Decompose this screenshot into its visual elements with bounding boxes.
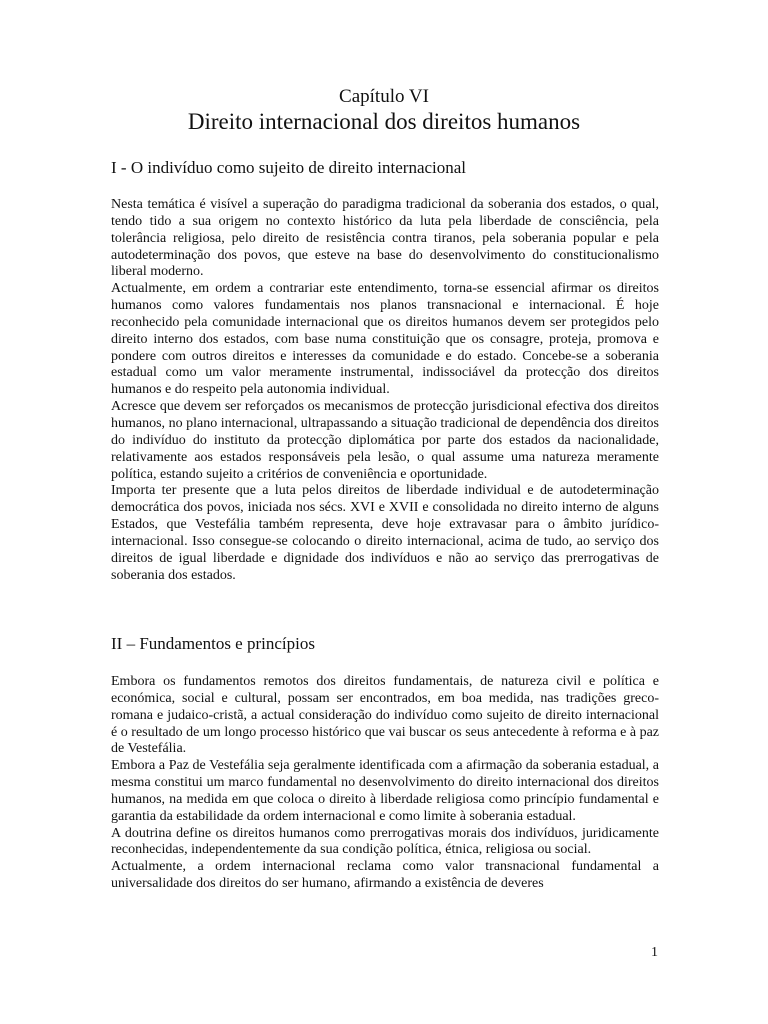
paragraph: Actualmente, a ordem internacional reclama como valor transnacional fundamental a universalidade dos direitos do ser humano, afirmando a existência de deveres — [111, 859, 659, 892]
paragraph: Embora os fundamentos remotos dos direitos fundamentais, de natureza civil e política e económica, social e cultural, possam ser encontrados, em boa medida, nas tradições greco-romana e judaico-cristã, a actual consideração do indivíduo como sujeito de direito internacional é o resultado de um longo processo histórico que vai buscar os seus antecedente à reforma e à paz de Vestefália. — [111, 674, 659, 757]
page-number: 1 — [651, 945, 658, 960]
chapter-title: Direito internacional dos direitos humanos — [187, 109, 581, 134]
section-heading: I - O indivíduo como sujeito de direito internacional — [111, 158, 467, 177]
paragraph: Acresce que devem ser reforçados os mecanismos de protecção jurisdicional efectiva dos direitos humanos, no plano internacional, ultrapassando a situação tradicional de dependência dos direitos do indivíduo do instituto da protecção diplomática por parte dos estados da nacionalidade, relativamente aos estados responsáveis pela lesão, o qual assume uma natureza meramente política, estando sujeito a critérios de conveniência e oportunidade. — [111, 399, 659, 482]
paragraph: Embora a Paz de Vestefália seja geralmente identificada com a afirmação da soberania estadual, a mesma constitui um marco fundamental no desenvolvimento do direito internacional dos direitos humanos, na medida em que coloca o direito à liberdade religiosa como princípio fundamental e garantia da estabilidade da ordem internacional e como limite à soberania estadual. — [111, 758, 659, 824]
paragraph: Actualmente, em ordem a contrariar este entendimento, torna-se essencial afirmar os direitos humanos como valores fundamentais nos planos transnacional e internacional. É hoje reconhecido pela comunidade internacional que os direitos humanos devem ser protegidos pelo direito interno dos estados, com base numa constituição que os consagre, proteja, promova e pondere com outros direitos e interesses da comunidade e do estado. Concebe-se a soberania estadual como um valor meramente instrumental, indissociável da protecção dos direitos humanos e do respeito pela autonomia individual. — [111, 281, 659, 398]
section-body — [111, 197, 659, 584]
paragraph: Importa ter presente que a luta pelos direitos de liberdade individual e de autodeterminação democrática dos povos, iniciada nos sécs. XVI e XVII e consolidada no direito interno de alguns Estados, que Vestefália também representa, deve hoje extravasar para o âmbito jurídico-internacional. Isso consegue-se colocando o direito internacional, acima de tudo, ao serviço dos direitos de igual liberdade e dignidade dos indivíduos e não ao serviço das prerrogativas de soberania dos estados. — [111, 483, 659, 583]
paragraph: Nesta temática é visível a superação do paradigma tradicional da soberania dos estados, o qual, tendo tido a sua origem no contexto histórico da luta pela liberdade de consciência, pela tolerância religiosa, pelo direito de resistência contra tiranos, pela soberania popular e pela autodeterminação dos povos, que esteve na base do desenvolvimento do constitucionalismo liberal moderno. — [111, 197, 659, 280]
paragraph: A doutrina define os direitos humanos como prerrogativas morais dos indivíduos, juridicamente reconhecidas, independentemente da sua condição política, étnica, religiosa ou social. — [111, 825, 659, 858]
chapter-label: Capítulo VI — [339, 86, 429, 107]
section-heading: II – Fundamentos e princípios — [111, 634, 315, 653]
section-body — [111, 674, 659, 893]
